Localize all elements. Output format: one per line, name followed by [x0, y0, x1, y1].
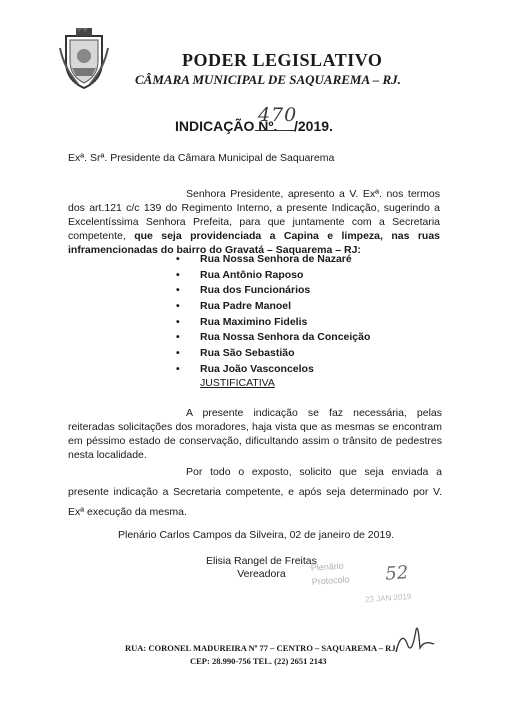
list-item: • Rua São Sebastião — [172, 346, 370, 362]
signer-name: Elisia Rangel de Freitas — [206, 555, 317, 567]
body-intro-bold: que seja providenciada a Capina e limpeza, nas ruas inframencionadas do bairro do Gravatá – Saquarema – RJ: — [68, 230, 440, 256]
list-item: • Rua Nossa Senhora da Conceição — [172, 330, 370, 346]
body-intro: Senhora Presidente, apresento a V. Exª. nos termos dos art.121 c/c 139 do Regimento Interno, a presente Indicação, sugerindo a Excelentíssima Senhora Prefeita, para que juntamente com a Secretaria competente, — [68, 188, 440, 242]
indicacao-label: INDICAÇÃO Nº. — [175, 118, 278, 134]
list-item: • Rua Antônio Raposo — [172, 268, 370, 284]
indicacao-number-line — [255, 130, 295, 131]
bullet-icon: • — [176, 347, 180, 360]
justificativa-heading: JUSTIFICATIVA — [200, 377, 275, 389]
list-item: • Rua dos Funcionários — [172, 283, 370, 299]
header-subtitle: CÂMARA MUNICIPAL DE SAQUAREMA – RJ. — [135, 72, 401, 87]
header-title: PODER LEGISLATIVO — [182, 50, 383, 70]
justificativa-paragraph-2: Por todo o exposto, solicito que seja enviada a presente indicação a Secretaria competente, e após seja determinado por V. Exª execução da mesma. — [68, 466, 442, 518]
stamp-date: 23 JAN 2019 — [364, 592, 412, 605]
bullet-icon: • — [176, 362, 180, 375]
indicacao-number: 470 — [258, 104, 298, 126]
body-paragraph — [68, 187, 440, 257]
stamp-number: 52 — [384, 562, 409, 585]
signer-role: Vereadora — [237, 568, 286, 580]
signature-block — [206, 555, 317, 581]
list-item: • Rua Nossa Senhora de Nazaré — [172, 252, 370, 268]
list-item: • Rua Maximino Fidelis — [172, 315, 370, 331]
bullet-icon: • — [176, 331, 180, 344]
list-item: • Rua Padre Manoel — [172, 299, 370, 315]
footer-contact: CEP: 28.990-756 TEL. (22) 2651 2143 — [190, 656, 327, 666]
footer-address: RUA: CORONEL MADUREIRA Nº 77 – CENTRO – SAQUAREMA – RJ. — [125, 643, 398, 653]
bullet-icon: • — [176, 253, 180, 265]
stamp-line-1: Plenário — [310, 560, 345, 573]
bullet-icon: • — [176, 284, 180, 297]
street-list — [172, 252, 370, 378]
justificativa-paragraph-1: A presente indicação se faz necessária, pelas reiteradas solicitações dos moradores, haja vista que as mesmas se encontram em péssimo estado de conservação, dificultando assim o trânsito de pedestres nesta localidade. — [68, 407, 442, 461]
coat-of-arms-icon — [58, 28, 110, 90]
justificativa-text — [68, 406, 442, 522]
bullet-icon: • — [176, 315, 180, 328]
addressee: Exª. Srª. Presidente da Câmara Municipal de Saquarema — [68, 152, 335, 164]
indicacao-year: /2019. — [294, 118, 333, 134]
protocol-stamp — [310, 547, 454, 619]
stamp-line-2: Protocolo — [311, 574, 351, 587]
bullet-icon: • — [176, 300, 180, 313]
list-item: • Rua João Vasconcelos — [172, 362, 370, 378]
bullet-icon: • — [176, 268, 180, 281]
place-date: Plenário Carlos Campos da Silveira, 02 de janeiro de 2019. — [118, 529, 395, 541]
